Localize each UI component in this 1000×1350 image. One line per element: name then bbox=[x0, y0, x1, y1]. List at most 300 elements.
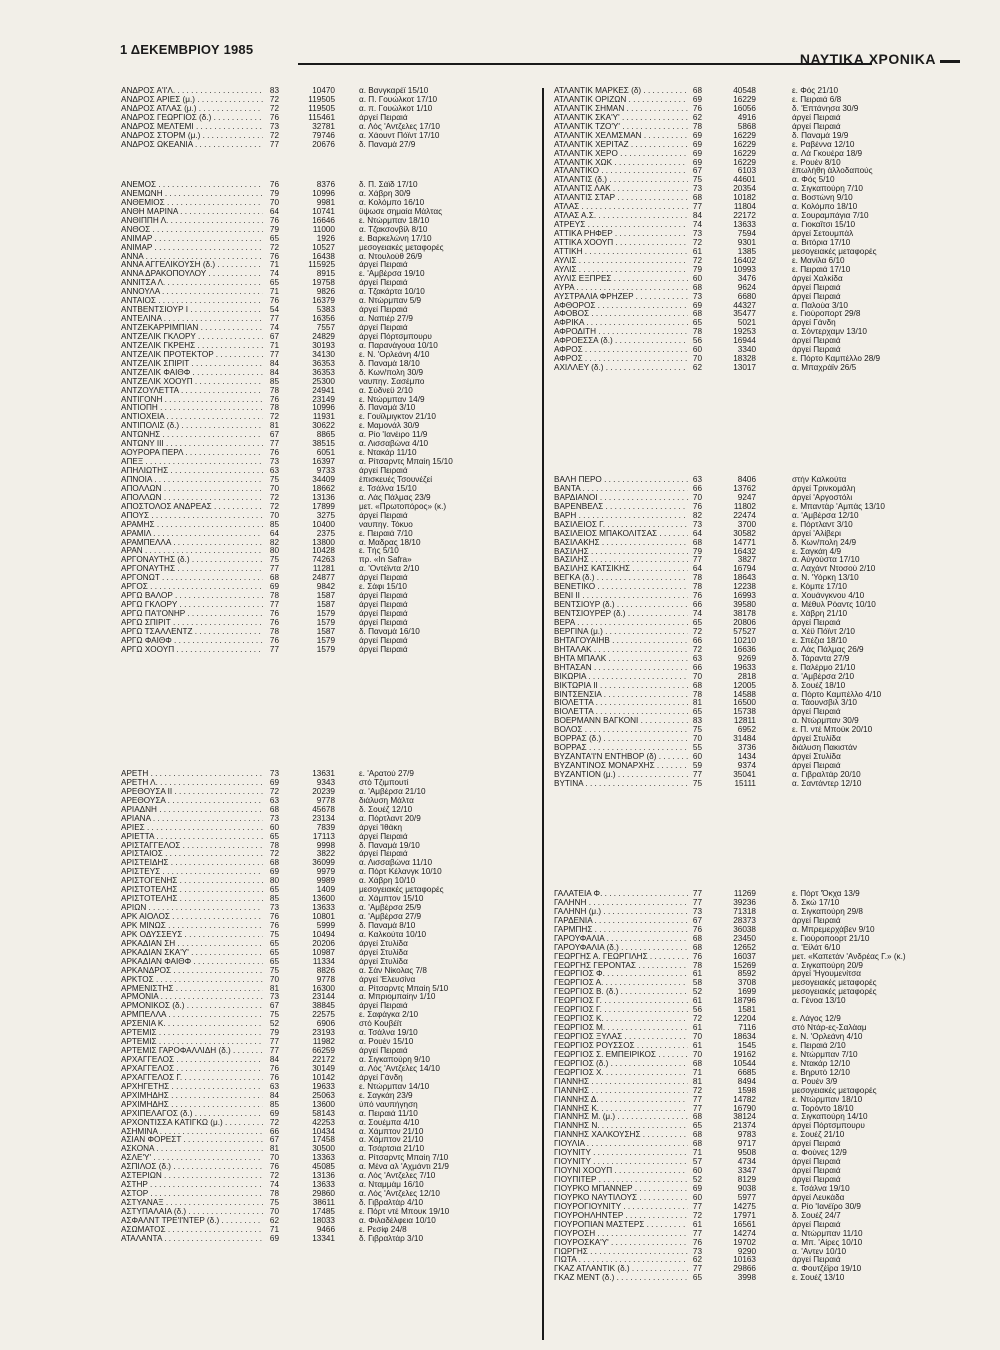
location-status: α. Κολόμπο 18/10 bbox=[792, 203, 858, 212]
location-status: α. 'Είλάτ 6/10 bbox=[792, 943, 841, 952]
ship-name: ΑΣΠΙΛΟΣ (δ.) . . . bbox=[121, 1163, 263, 1172]
location-status: α. Πόρτο Καμπέλλο 4/10 bbox=[792, 690, 882, 699]
build-year: 63 bbox=[269, 1081, 279, 1091]
ship-name: ΑΦΘΟΡΟΣ . . . bbox=[554, 302, 688, 311]
ship-name: ΑΝΘΕΜΙΟΣ . . . bbox=[121, 199, 263, 208]
tonnage: 13600 bbox=[312, 1099, 335, 1109]
tonnage: 71318 bbox=[733, 906, 756, 916]
tonnage: 16438 bbox=[312, 251, 335, 261]
tonnage: 12204 bbox=[733, 1014, 756, 1024]
ship-name: ΒΙΚΩΡΙΑ . . . bbox=[554, 673, 688, 682]
tonnage: 1598 bbox=[737, 1085, 756, 1095]
ship-name: ΒΑΡΔΙΑΝΟΙ . . . bbox=[554, 494, 688, 503]
ship-name: ΑΟΥΡΟΡΑ ΠΕΡΛ . . . bbox=[121, 449, 263, 458]
location-status: δ. Σουέζ 24/7 bbox=[792, 1211, 841, 1220]
build-year: 57 bbox=[692, 1157, 702, 1167]
build-year: 77 bbox=[269, 349, 279, 359]
tonnage: 3700 bbox=[737, 519, 756, 529]
ship-name: ΒΙΟΛΕΤΤΑ . . . bbox=[554, 708, 688, 717]
ship-name: ΑΣΤΟΡ . . . bbox=[121, 1190, 263, 1199]
location-status: διάλυση Μάλτα bbox=[359, 796, 414, 805]
location-status: ε. Σαγκάη 23/9 bbox=[359, 1091, 413, 1100]
tonnage: 22172 bbox=[312, 1055, 335, 1064]
tonnage: 5977 bbox=[737, 1192, 756, 1202]
location-status: α. Ντώρμπαν 30/9 bbox=[792, 717, 859, 726]
location-status: δ. Παναμά 18/10 bbox=[359, 359, 420, 368]
location-status: άργεί Πειραιά bbox=[792, 1176, 841, 1184]
ship-name: ΑΡΚΑΝΔΡΟΣ . . . bbox=[121, 967, 263, 976]
build-year: 76 bbox=[692, 591, 702, 601]
location-status: α. Ντώρμπαν 11/10 bbox=[792, 1229, 863, 1238]
tonnage: 10801 bbox=[312, 912, 335, 921]
tonnage: 9989 bbox=[316, 876, 335, 886]
ship-name: ΓΙΟΥΡΟΣΗ . . . bbox=[554, 1230, 688, 1239]
tonnage: 38124 bbox=[733, 1112, 756, 1122]
build-year: 84 bbox=[269, 367, 279, 377]
location-status: α. Χέϋ Πόϊντ 2/10 bbox=[792, 627, 855, 636]
location-status: α. Λάς Πάλμας 26/9 bbox=[792, 645, 864, 654]
tonnage: 9624 bbox=[737, 282, 756, 292]
build-year: 73 bbox=[692, 229, 702, 238]
build-year: 68 bbox=[269, 573, 279, 583]
build-year: 62 bbox=[692, 112, 702, 122]
ship-name: ΑΡΓΩ ΓΚΛΟΡΥ . . . bbox=[121, 601, 263, 610]
ship-name: ΒΕΡΑ . . . bbox=[554, 619, 688, 628]
ship-name: ΑΡΚ ΜΙΝΩΣ . . . bbox=[121, 922, 263, 931]
tonnage: 44601 bbox=[733, 175, 756, 185]
tonnage: 11804 bbox=[733, 202, 756, 212]
ship-name: ΑΝΤΖΕΛΙΚ ΣΠΙΡΙΤ . . . bbox=[121, 360, 263, 369]
ship-name: ΑΡΓΟΝΑΥΤΗΣ . . . bbox=[121, 565, 263, 574]
tonnage: 57527 bbox=[733, 626, 756, 636]
tonnage: 3736 bbox=[737, 743, 756, 753]
tonnage: 10428 bbox=[312, 546, 335, 556]
ship-name: ΑΡΧΗΓΕΤΗΣ . . . bbox=[121, 1083, 263, 1092]
location-status: α. Βανγκαρέϊ 15/10 bbox=[359, 87, 429, 95]
build-year: 66 bbox=[692, 662, 702, 672]
ship-name: ΑΡΙΑΔΝΗ . . . bbox=[121, 806, 263, 815]
build-year: 73 bbox=[692, 519, 702, 529]
build-year: 65 bbox=[692, 1273, 702, 1283]
ship-name: ΑΣΙΑΝ ΦΟΡΕΣΤ . . . bbox=[121, 1136, 263, 1145]
ship-name: ΑΡΚΤΟΣ . . . bbox=[121, 976, 263, 985]
tonnage: 16056 bbox=[733, 103, 756, 113]
location-status: δ. Σουέζ 18/10 bbox=[792, 681, 846, 690]
location-status: α. Λά Γκουέρα 18/9 bbox=[792, 149, 863, 158]
build-year: 72 bbox=[692, 626, 702, 636]
build-year: 74 bbox=[269, 269, 279, 279]
ship-name: ΑΤΛΑΝΤΙΣ ΛΑΚ . . . bbox=[554, 185, 688, 194]
build-year: 82 bbox=[269, 537, 279, 547]
tonnage: 66259 bbox=[312, 1046, 335, 1056]
tonnage: 1926 bbox=[316, 233, 335, 243]
ship-name: ΑΤΛΑΝΤΙΚ ΧΩΚ . . . bbox=[554, 159, 688, 168]
location-status: α. 'Αμβέρσα 21/10 bbox=[359, 787, 426, 796]
location-status: α. Σιγκαπούρη 14/10 bbox=[792, 1113, 868, 1122]
build-year: 76 bbox=[269, 251, 279, 261]
location-status: μεσογειακές μεταφορές bbox=[792, 1086, 877, 1095]
location-status: α. Καλκούτα 10/10 bbox=[359, 930, 427, 939]
ship-name: ΑΤΛΑΝΤΙΚΟ . . . bbox=[554, 167, 688, 176]
location-status: άργεί Πειραιά bbox=[359, 511, 408, 520]
build-year: 76 bbox=[269, 448, 279, 458]
location-status: άργεί Πόρτσμπουρυ bbox=[359, 332, 432, 341]
build-year: 77 bbox=[269, 314, 279, 324]
location-status: μετ. «Πρωτοπόρος» (κ.) bbox=[359, 502, 447, 511]
location-status: α. Μπαχράϊν 26/5 bbox=[792, 364, 857, 373]
location-status: ε. Πόρτ ντέ Μπουκ 19/10 bbox=[359, 1207, 450, 1216]
ship-name: ΑΝΔΡΟΣ Α'Ι'Λ. . . . bbox=[121, 87, 263, 96]
tonnage: 38611 bbox=[312, 1198, 335, 1207]
ship-name: ΑΡΚ ΑΙΟΛΟΣ . . . bbox=[121, 913, 263, 922]
build-year: 60 bbox=[692, 1166, 702, 1176]
location-status: ναυπηγ. Τόκυο bbox=[359, 520, 413, 529]
build-year: 60 bbox=[692, 1192, 702, 1202]
tonnage: 5999 bbox=[316, 920, 335, 930]
tonnage: 6952 bbox=[737, 725, 756, 735]
ship-name: ΓΙΟΥΡΟΗΛΗΝΤΕΡ . . . bbox=[554, 1212, 688, 1221]
build-year: 69 bbox=[269, 777, 279, 787]
location-status: άργεί Πειραιά bbox=[359, 113, 408, 122]
tonnage: 14782 bbox=[733, 1094, 756, 1104]
tonnage: 7557 bbox=[316, 323, 335, 332]
build-year: 69 bbox=[269, 1108, 279, 1118]
build-year: 65 bbox=[692, 618, 702, 627]
location-status: άργεί 'Ηγουμενίτσα bbox=[792, 970, 862, 979]
build-year: 76 bbox=[692, 501, 702, 511]
tonnage: 17458 bbox=[312, 1135, 335, 1145]
ship-name: ΓΕΩΡΓΙΟΣ ΡΟΥΣΣΟΣ . . . bbox=[554, 1042, 688, 1051]
location-status: άργεί Πειραιά bbox=[792, 619, 841, 627]
location-status: άργεί Πειραιά bbox=[792, 916, 841, 925]
tonnage: 38845 bbox=[312, 1001, 335, 1011]
location-status: άργεί Πειραιά bbox=[359, 1002, 408, 1011]
build-year: 76 bbox=[269, 180, 279, 189]
location-status: ε. 'Αρατού 27/9 bbox=[359, 770, 414, 778]
build-year: 65 bbox=[269, 885, 279, 895]
tonnage: 15269 bbox=[733, 960, 756, 970]
ship-name: ΓΙΟΥΡΟΓΙΟΥΝΙΤΥ . . . bbox=[554, 1203, 688, 1212]
ship-name: ΓΙΟΥΠΙΤΕΡ . . . bbox=[554, 1176, 688, 1185]
location-status: ε. Σπέζια 18/10 bbox=[792, 636, 847, 645]
location-status: άργεί Πειραιά bbox=[359, 279, 408, 288]
tonnage: 4916 bbox=[737, 112, 756, 122]
tonnage: 13762 bbox=[733, 483, 756, 493]
location-status: ε. Μανίλα 6/10 bbox=[792, 256, 845, 265]
ship-name: ΑΝΤΖΕΛΙΚ ΠΡΟΤΕΚΤΟΡ . . . bbox=[121, 351, 263, 360]
ship-name: ΑΝΘΟΣ . . . bbox=[121, 226, 263, 235]
build-year: 67 bbox=[269, 331, 279, 341]
ship-name: ΑΣΤΥΑΝΑΞ . . . bbox=[121, 1199, 263, 1208]
ship-name: ΑΤΛΑΝΤΙΚ ΧΕΡΙΤΑΖ . . . bbox=[554, 141, 688, 150]
ship-name: ΑΣΛΕ'Υ' . . . bbox=[121, 1154, 263, 1163]
tonnage: 30500 bbox=[312, 1144, 335, 1154]
ship-name: ΑΡΤΕΜΙΣ . . . bbox=[121, 1038, 263, 1047]
build-year: 61 bbox=[692, 246, 702, 256]
tonnage: 29860 bbox=[312, 1189, 335, 1199]
build-year: 59 bbox=[692, 761, 702, 770]
tonnage: 79746 bbox=[312, 130, 335, 140]
tonnage: 3998 bbox=[737, 1273, 756, 1283]
build-year: 76 bbox=[269, 609, 279, 618]
build-year: 67 bbox=[692, 915, 702, 925]
location-status: α. Λάς Πάλμας 23/9 bbox=[359, 493, 431, 502]
ship-name: ΒΥΖΑΝΤΙΝΟΣ ΜΟΝΑΡΧΗΣ . . . bbox=[554, 762, 688, 771]
build-year: 69 bbox=[269, 1233, 279, 1243]
location-status: άργεί Πειραιά bbox=[359, 645, 408, 654]
ship-name: ΑΝΤΩΝΥ ΙΙΙ . . . bbox=[121, 440, 263, 449]
ship-name: ΑΡΙΣΤΟΓΕΝΗΣ . . . bbox=[121, 877, 263, 886]
tonnage: 32781 bbox=[312, 121, 335, 131]
build-year: 65 bbox=[692, 1121, 702, 1131]
tonnage: 5868 bbox=[737, 121, 756, 131]
build-year: 77 bbox=[692, 897, 702, 907]
ship-name: ΓΑΡΟΥΦΑΛΙΑ . . . bbox=[554, 935, 688, 944]
location-status: ε. Ντώρμπαν 7/10 bbox=[792, 1050, 858, 1059]
location-status: άργεί Πειραιά bbox=[359, 324, 408, 332]
build-year: 77 bbox=[269, 600, 279, 610]
ship-name: ΑΝΤΖΕΛΙΚ ΦΑΙΘΦ . . . bbox=[121, 369, 263, 378]
build-year: 72 bbox=[692, 255, 702, 265]
tonnage: 12652 bbox=[733, 942, 756, 952]
ship-name: ΑΡΚΑΔΙΑΝ ΣΚΑ'Υ' . . . bbox=[121, 949, 263, 958]
build-year: 77 bbox=[692, 202, 702, 212]
tonnage: 19702 bbox=[733, 1237, 756, 1247]
tonnage: 24829 bbox=[312, 331, 335, 341]
build-year: 73 bbox=[269, 813, 279, 823]
location-status: α. Ρίο 'Ιανέϊρο 30/9 bbox=[792, 1202, 861, 1211]
tonnage: 20239 bbox=[312, 786, 335, 796]
tonnage: 1579 bbox=[316, 644, 335, 654]
build-year: 69 bbox=[692, 300, 702, 310]
ship-name: ΒΑΛΗ ΠΕΡΟ . . . bbox=[554, 476, 688, 485]
ship-name: ΑΤΑΛΑΝΤΑ . . . bbox=[121, 1235, 263, 1244]
location-status: α. Σύδνεϋ 2/10 bbox=[359, 386, 413, 395]
location-status: δ. Παναμά 3/10 bbox=[359, 404, 416, 413]
ship-name: ΓΕΩΡΓΙΟΣ Γ. . . . bbox=[554, 1006, 688, 1015]
tonnage: 24941 bbox=[312, 385, 335, 395]
ship-name: ΑΝΤΙΟΠΗ . . . bbox=[121, 404, 263, 413]
location-status: μεσογειακές μεταφορές bbox=[359, 243, 444, 252]
location-status: ϋψωσε σημαία Μάλτας bbox=[359, 207, 443, 216]
location-status: μετ. «Καπετάν 'Ανδρέας Γ.» (κ.) bbox=[792, 952, 906, 961]
ship-name: ΑΣΤΕΡΙΩΝ . . . bbox=[121, 1172, 263, 1181]
location-status: άργεί Πειραιά bbox=[792, 1167, 841, 1176]
ship-name: ΒΟΡΡΑΣ (δ.) . . . bbox=[554, 735, 688, 744]
location-status: α. Τσάρτσια 21/10 bbox=[359, 1145, 425, 1154]
build-year: 68 bbox=[692, 933, 702, 943]
location-status: α. Λαχάντ Ντοσού 2/10 bbox=[792, 565, 876, 574]
location-status: α. Γιβραλτάρ 20/10 bbox=[792, 770, 861, 779]
location-status: άργεί Τρινκομάλη bbox=[792, 484, 856, 493]
build-year: 68 bbox=[692, 282, 702, 292]
ship-name: ΓΙΟΥΛΙΑ . . . bbox=[554, 1140, 688, 1149]
build-year: 63 bbox=[692, 653, 702, 663]
build-year: 61 bbox=[692, 969, 702, 979]
location-status: α. Σιγκαπούρη 7/10 bbox=[792, 185, 863, 194]
build-year: 75 bbox=[269, 1010, 279, 1020]
location-status: ε. Πόρτο Καμπέλλο 28/9 bbox=[792, 355, 881, 364]
ship-name: ΑΝΝΑ ΔΡΑΚΟΠΟΥΛΟΥ . . . bbox=[121, 270, 263, 279]
build-year: 72 bbox=[269, 1117, 279, 1127]
ship-name: ΑΝΕΜΟΣ . . . bbox=[121, 181, 263, 190]
location-status: άργεί Πειραιά bbox=[359, 574, 408, 583]
build-year: 73 bbox=[269, 992, 279, 1002]
ship-name: ΑΡΕΤΗ . . . bbox=[121, 770, 263, 779]
tonnage: 17485 bbox=[312, 1206, 335, 1216]
build-year: 70 bbox=[269, 483, 279, 493]
ship-name: ΑΠΟΛΛΩΝ . . . bbox=[121, 485, 263, 494]
ship-name: ΑΡΧΑΓΓΕΛΟΣ Γ. . . . bbox=[121, 1074, 263, 1083]
build-year: 68 bbox=[692, 1139, 702, 1149]
ship-name: ΑΝΙΜΑΡ . . . bbox=[121, 244, 263, 253]
ship-name: ΑΝΝΑ ΑΓΓΕΛΙΚΟΥΣΗ (δ.) . . . bbox=[121, 261, 263, 270]
ship-name: ΓΕΩΡΓΗΣ ΓΕΡΟΝΤΑΣ . . . bbox=[554, 962, 688, 971]
location-status: ε. Τσάλνα 15/10 bbox=[359, 484, 417, 493]
build-year: 82 bbox=[692, 510, 702, 520]
tonnage: 25300 bbox=[312, 376, 335, 386]
ship-name: ΒΗΤΑΣΑΝ . . . bbox=[554, 664, 688, 673]
build-year: 85 bbox=[269, 894, 279, 904]
location-status: ε. Ν. 'Ορλεάνη 4/10 bbox=[792, 1033, 863, 1041]
ship-name: ΑΡΕΤΗ Λ. . . . bbox=[121, 779, 263, 788]
location-status: α. 'Αμβέρσα 12/10 bbox=[792, 511, 859, 520]
ship-name: ΑΝΔΡΟΣ ΜΕΛΤΕΜΙ . . . bbox=[121, 123, 263, 132]
tonnage: 13633 bbox=[312, 903, 335, 913]
location-status: α. Χουάνγκνου 4/10 bbox=[792, 592, 865, 601]
ship-name: ΑΡΙΣΤΕΥΣ . . . bbox=[121, 868, 263, 877]
location-status: α. Βοστώνη 9/10 bbox=[792, 194, 853, 203]
ship-name: ΓΙΩΤΑ . . . bbox=[554, 1256, 688, 1265]
build-year: 76 bbox=[269, 296, 279, 306]
ship-name: ΑΤΛΑΝΤΙΚ ΟΡΙΖΩΝ . . . bbox=[554, 96, 688, 105]
build-year: 72 bbox=[269, 849, 279, 859]
tonnage: 9733 bbox=[316, 466, 335, 475]
build-year: 72 bbox=[692, 1014, 702, 1024]
ship-name: ΑΣΗΜΙΝΑ . . . bbox=[121, 1128, 263, 1137]
location-status: ε. Λάγος 12/9 bbox=[792, 1015, 841, 1024]
location-status: α. Ρίο 'Ιανέιρο 11/9 bbox=[359, 431, 428, 440]
location-status: α. Πειραιά 11/10 bbox=[359, 1109, 418, 1118]
location-status: δ. Παναμά 19/9 bbox=[792, 131, 849, 140]
location-status: άργεί Πειραιά bbox=[792, 113, 841, 122]
ship-name: ΓΙΑΝΝΗΣ . . . bbox=[554, 1078, 688, 1087]
tonnage: 30193 bbox=[312, 340, 335, 350]
location-status: άργεί Πειραιά bbox=[792, 292, 841, 301]
tonnage: 16500 bbox=[733, 698, 756, 708]
ship-name: ΒΑΡΗ . . . bbox=[554, 512, 688, 521]
tonnage: 3476 bbox=[737, 273, 756, 283]
ship-name: ΓΙΟΥΝΙΤΥ . . . bbox=[554, 1149, 688, 1158]
ship-name: ΓΙΟΥΡΟΠΙΑΝ ΜΑΣΤΕΡΣ . . . bbox=[554, 1221, 688, 1230]
location-status: α. Μπριομπαίην 1/10 bbox=[359, 993, 436, 1002]
tonnage: 16379 bbox=[312, 296, 335, 306]
build-year: 62 bbox=[692, 363, 702, 373]
location-status: α. Χάβρη 30/9 bbox=[359, 189, 411, 198]
ship-name: ΑΣΦΑΛΝΤ ΤΡΕ'Ι'ΝΤΕΡ (δ.) . . . bbox=[121, 1217, 263, 1226]
ship-name: ΑΠΗΛΙΩΤΗΣ . . . bbox=[121, 467, 263, 476]
location-status: άργεί Πειραιά bbox=[359, 636, 408, 645]
ship-name: ΑΤΡΕΥΣ . . . bbox=[554, 221, 688, 230]
ship-name: ΒΑΣΙΛΕΙΟΣ Γ. . . . bbox=[554, 521, 688, 530]
tonnage: 9979 bbox=[316, 867, 335, 877]
location-status: α. Φός 5/10 bbox=[792, 176, 835, 185]
ship-name: ΑΥΣΤΡΑΛΙΑ ΦΡΗΖΕΡ . . . bbox=[554, 293, 688, 302]
tonnage: 12005 bbox=[733, 680, 756, 690]
ship-name: ΓΙΑΝΝΗΣ Κ. . . . bbox=[554, 1105, 688, 1114]
ship-name: ΓΙΟΥΡΚΟ ΝΑΥΤΙΛΟΥΣ . . . bbox=[554, 1194, 688, 1203]
build-year: 68 bbox=[692, 1130, 702, 1140]
tonnage: 18328 bbox=[733, 354, 756, 364]
ship-name: ΑΡΓΟΣ . . . bbox=[121, 583, 263, 592]
build-year: 76 bbox=[692, 103, 702, 113]
ship-name: ΑΝΤΖΕΚΑΡΡΙΜΠΙΑΝ . . . bbox=[121, 324, 263, 333]
ship-name: ΑΠΟΣΤΟΛΟΣ ΑΝΔΡΕΑΣ . . . bbox=[121, 503, 263, 512]
location-status: δ. Παναμά 19/10 bbox=[359, 841, 420, 850]
location-status: α. Λός 'Αντζελες 12/10 bbox=[359, 1190, 440, 1199]
tonnage: 13633 bbox=[733, 220, 756, 230]
location-status: δ. Κων/πολη 30/9 bbox=[359, 368, 424, 377]
location-status: α. Ντώρμπαν 5/9 bbox=[359, 297, 422, 306]
build-year: 78 bbox=[269, 626, 279, 636]
ship-name: ΓΕΩΡΓΙΟΣ ΞΥΛΑΣ . . . bbox=[554, 1033, 688, 1042]
tonnage: 36038 bbox=[733, 924, 756, 934]
tonnage: 10470 bbox=[312, 86, 335, 95]
build-year: 71 bbox=[269, 1224, 279, 1234]
ship-name: ΑΝΤΖΕΛΙΚ ΓΚΡΕΗΣ . . . bbox=[121, 342, 263, 351]
location-status: διάλυση Πακιστάν bbox=[792, 744, 857, 753]
build-year: 81 bbox=[269, 983, 279, 993]
ship-name: ΑΝΔΡΟΣ ΩΚΕΑΝΙΑ . . . bbox=[121, 141, 263, 150]
ship-name: ΑΡΓΩ ΧΟΟΥΠ . . . bbox=[121, 646, 263, 655]
location-status: α. Ρίτσαρντς Μπαίη 5/10 bbox=[359, 984, 449, 993]
ship-name: ΑΡΕΘΟΥΣΑ . . . bbox=[121, 797, 263, 806]
location-status: α. Χάμπτον 21/10 bbox=[359, 1127, 424, 1136]
tonnage: 19253 bbox=[733, 327, 756, 337]
location-status: α. Σιγκαπούρη 9/10 bbox=[359, 1056, 430, 1064]
ship-name: ΓΑΡΜΠΗΣ . . . bbox=[554, 926, 688, 935]
tonnage: 6051 bbox=[316, 448, 335, 458]
tonnage: 45085 bbox=[312, 1162, 335, 1172]
build-year: 68 bbox=[269, 804, 279, 814]
ship-name: ΑΝΔΡΟΣ ΑΤΛΑΣ (μ.) . . . bbox=[121, 105, 263, 114]
tonnage: 10434 bbox=[312, 1126, 335, 1136]
build-year: 76 bbox=[269, 215, 279, 225]
location-status: ε. Γουϊλμιγκτον 21/10 bbox=[359, 413, 436, 422]
tonnage: 1587 bbox=[316, 600, 335, 610]
tonnage: 5021 bbox=[737, 318, 756, 328]
build-year: 65 bbox=[269, 278, 279, 288]
tonnage: 11931 bbox=[312, 412, 335, 422]
ship-name: ΑΡΙΕΣ . . . bbox=[121, 824, 263, 833]
build-year: 72 bbox=[269, 94, 279, 104]
build-year: 69 bbox=[692, 148, 702, 158]
location-status: άργεί 'Ιθάκη bbox=[359, 823, 403, 832]
build-year: 70 bbox=[692, 1049, 702, 1059]
build-year: 78 bbox=[269, 403, 279, 413]
build-year: 69 bbox=[692, 157, 702, 167]
ship-name: ΑΡΚΑΔΙΑΝ ΣΗ . . . bbox=[121, 940, 263, 949]
location-status: ε. Ντώρμπαν 14/10 bbox=[359, 1082, 430, 1091]
tonnage: 13600 bbox=[312, 894, 335, 904]
location-status: άργεί Γάνδη bbox=[359, 1073, 403, 1082]
build-year: 52 bbox=[692, 1175, 702, 1184]
location-status: α. Χάβρη 10/10 bbox=[359, 877, 416, 886]
tonnage: 17899 bbox=[312, 501, 335, 511]
ship-name: ΑΤΛΑΝΤΙΣ (δ.) . . . bbox=[554, 176, 688, 185]
ship-name: ΑΦΡΟΕΣΣΑ (δ.) . . . bbox=[554, 337, 688, 346]
tonnage: 23149 bbox=[312, 394, 335, 404]
